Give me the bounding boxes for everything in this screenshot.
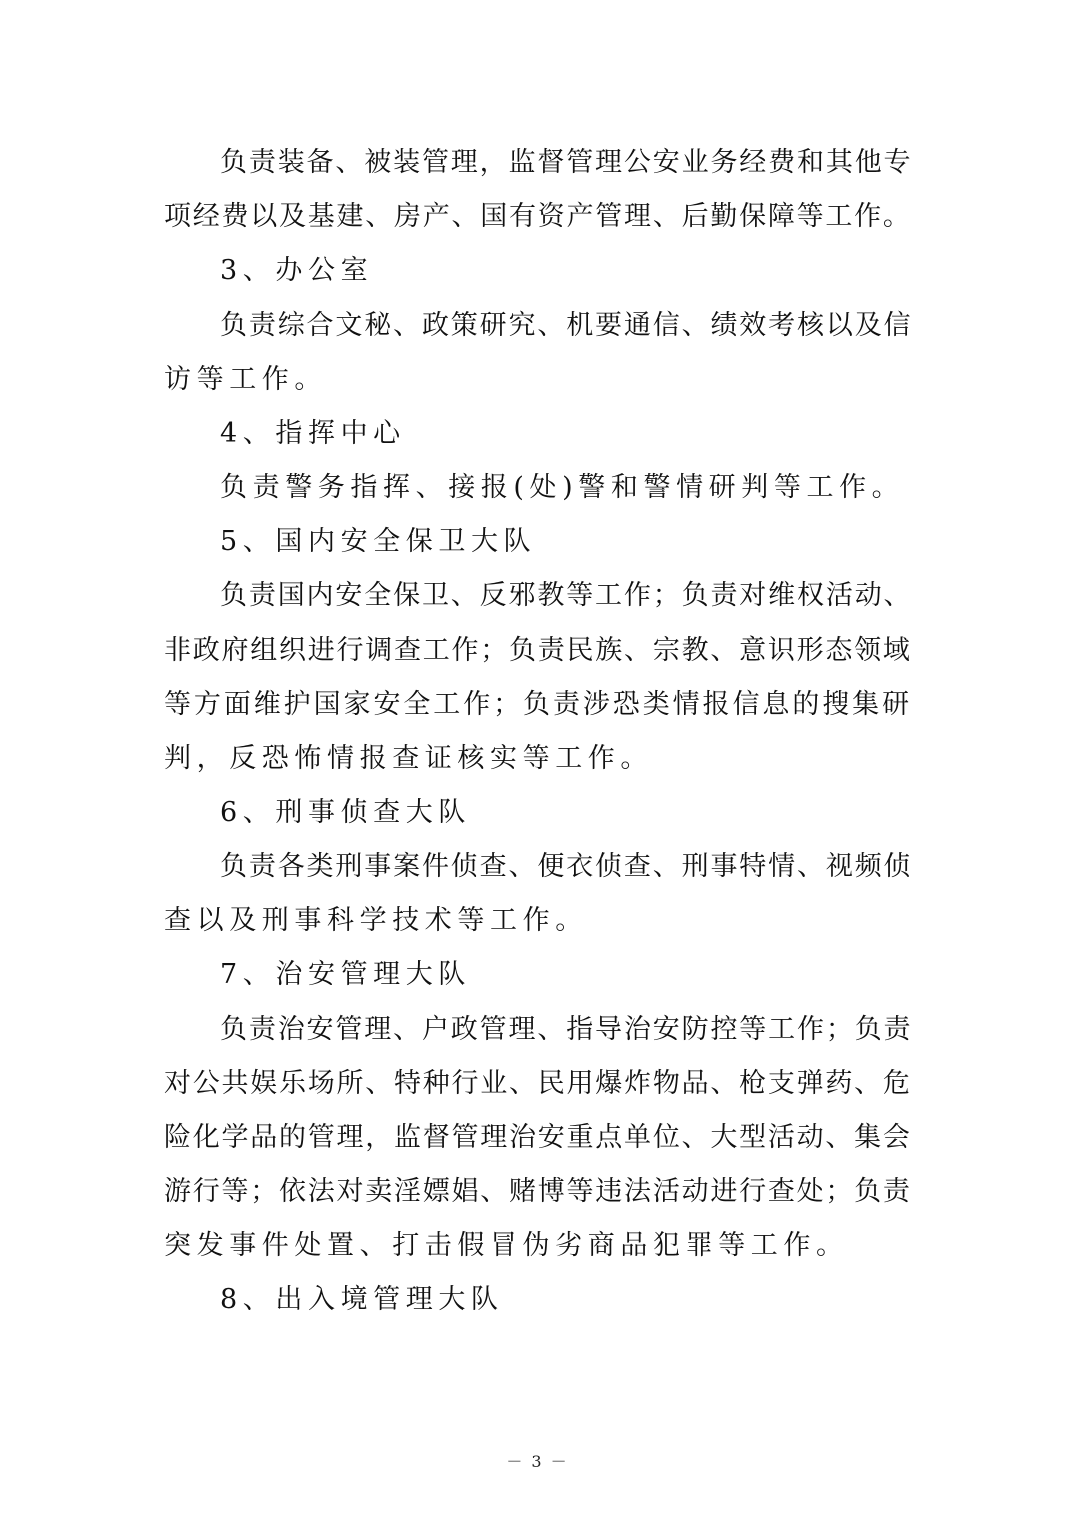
section-heading: 7、治安管理大队 bbox=[220, 959, 471, 990]
paragraph-line: 对公共娱乐场所、特种行业、民用爆炸物品、枪支弹药、危 bbox=[164, 1068, 912, 1099]
paragraph-line: 险化学品的管理，监督管理治安重点单位、大型活动、集会 bbox=[164, 1122, 912, 1153]
section-heading: 3、办公室 bbox=[220, 255, 374, 286]
section-heading: 8、出入境管理大队 bbox=[220, 1284, 504, 1315]
page-number: － 3 － bbox=[506, 1452, 569, 1471]
paragraph-line: 游行等；依法对卖淫嫖娼、赌博等违法活动进行查处；负责 bbox=[164, 1176, 912, 1207]
section-heading: 5、国内安全保卫大队 bbox=[220, 526, 537, 557]
paragraph-line: 非政府组织进行调查工作；负责民族、宗教、意识形态领域 bbox=[164, 635, 912, 666]
paragraph-line: 项经费以及基建、房产、国有资产管理、后勤保障等工作。 bbox=[164, 201, 912, 232]
paragraph-line: 负责治安管理、户政管理、指导治安防控等工作；负责 bbox=[220, 1014, 913, 1045]
section-heading: 6、刑事侦查大队 bbox=[220, 797, 471, 828]
section-heading: 4、指挥中心 bbox=[220, 418, 406, 449]
paragraph-line: 负责警务指挥、接报(处)警和警情研判等工作。 bbox=[220, 472, 905, 503]
paragraph-line: 查以及刑事科学技术等工作。 bbox=[164, 905, 588, 936]
paragraph-line: 突发事件处置、打击假冒伪劣商品犯罪等工作。 bbox=[164, 1230, 849, 1261]
paragraph-line: 负责各类刑事案件侦查、便衣侦查、刑事特情、视频侦 bbox=[220, 851, 913, 882]
paragraph-line: 负责综合文秘、政策研究、机要通信、绩效考核以及信 bbox=[220, 310, 913, 341]
paragraph-line: 负责国内安全保卫、反邪教等工作；负责对维权活动、 bbox=[220, 580, 913, 611]
paragraph-line: 等方面维护国家安全工作；负责涉恐类情报信息的搜集研 bbox=[164, 689, 912, 720]
paragraph-line: 访等工作。 bbox=[164, 364, 327, 395]
paragraph-line: 判，反恐怖情报查证核实等工作。 bbox=[164, 743, 653, 774]
paragraph-line: 负责装备、被装管理，监督管理公安业务经费和其他专 bbox=[220, 147, 913, 178]
